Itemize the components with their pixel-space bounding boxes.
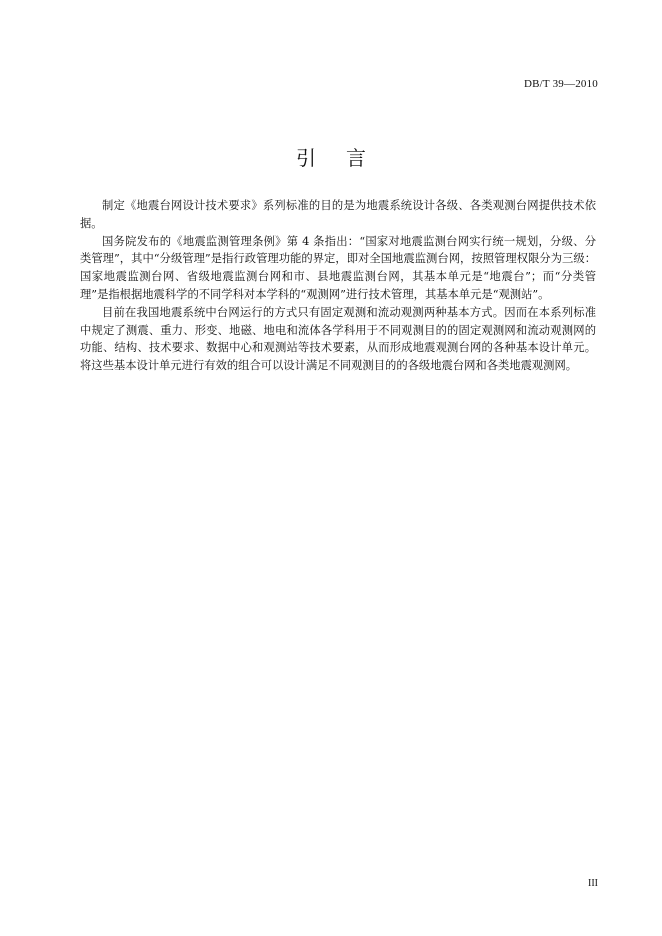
- page-number: III: [588, 878, 598, 889]
- standard-code: DB/T 39—2010: [523, 78, 598, 90]
- paragraph-purpose: 制定《地震台网设计技术要求》系列标准的目的是为地震系统设计各级、各类观测台网提供技术依据。: [80, 199, 596, 230]
- body-text: [80, 197, 596, 375]
- page-title: 引言: [296, 146, 396, 170]
- paragraph-regulation: 国务院发布的《地震监测管理条例》第 4 条指出：“国家对地震监测台网实行统一规划，分级、分类管理”，其中“分级管理”是指行政管理功能的界定，即对全国地震监测台网，按照管理权限分为三级：国家地震监测台网、省级地震监测台网和市、县地震监测台网，其基本单元是“地震台”；而“分类管理”是指根据地震科学的不同学科对本学科的“观测网”进行技术管理，其基本单元是“观测站”。: [80, 234, 596, 301]
- paragraph-observation-modes: 目前在我国地震系统中台网运行的方式只有固定观测和流动观测两种基本方式。因而在本系列标准中规定了测震、重力、形变、地磁、地电和流体各学科用于不同观测目的的固定观测网和流动观测网的功能、结构、技术要求、数据中心和观测站等技术要素，从而形成地震观测台网的各种基本设计单元。将这些基本设计单元进行有效的组合可以设计满足不同观测目的的各级地震台网和各类地震观测网。: [80, 305, 596, 373]
